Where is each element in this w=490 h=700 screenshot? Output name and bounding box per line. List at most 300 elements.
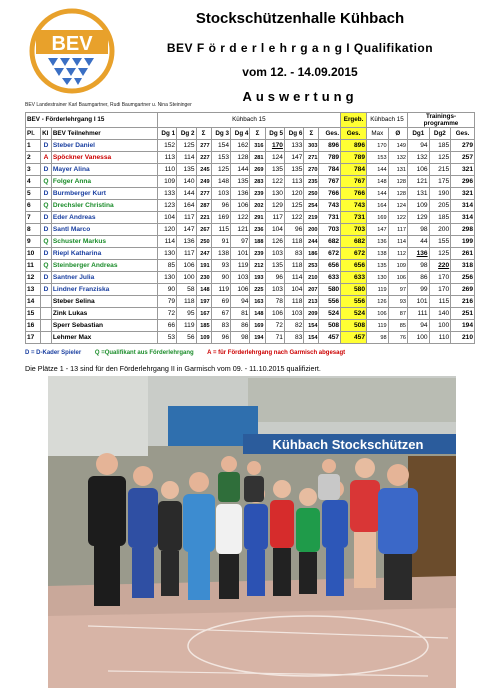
- cell-total: 672: [319, 248, 341, 260]
- cell-value: 170: [265, 140, 284, 152]
- cell-value: 162: [231, 140, 250, 152]
- col-t-dg1: Dg1: [408, 128, 430, 140]
- cell-value: 200: [429, 224, 451, 236]
- cell-place: 17: [26, 332, 41, 344]
- cell-total: 743: [319, 200, 341, 212]
- cell-value: 205: [429, 200, 451, 212]
- cell-value: 154: [211, 140, 230, 152]
- cell-value: 100: [429, 320, 451, 332]
- cell-value: 128: [388, 188, 407, 200]
- cell-total: 784: [319, 164, 341, 176]
- cell-sum: 236: [250, 224, 265, 236]
- cell-value: 58: [177, 284, 196, 296]
- cell-value: 122: [231, 212, 250, 224]
- cell-value: 113: [157, 152, 176, 164]
- cell-training-total: 216: [451, 296, 475, 308]
- cell-sum: 249: [196, 176, 211, 188]
- table-row: [26, 140, 475, 152]
- cell-sum: 277: [196, 188, 211, 200]
- table-group-header: [26, 113, 475, 128]
- cell-class: A: [41, 152, 52, 164]
- cell-value: 97: [231, 236, 250, 248]
- cell-result: 703: [341, 224, 367, 236]
- cell-place: 10: [26, 248, 41, 260]
- col-name: BEV Teilnehmer: [51, 128, 157, 140]
- cell-sum: 212: [250, 260, 265, 272]
- cell-value: 113: [284, 176, 303, 188]
- cell-value: 122: [265, 176, 284, 188]
- cell-place: 11: [26, 260, 41, 272]
- cell-value: 119: [211, 284, 230, 296]
- cell-place: 13: [26, 284, 41, 296]
- cell-value: 164: [177, 200, 196, 212]
- cell-value: 125: [211, 164, 230, 176]
- cell-value: 220: [429, 260, 451, 272]
- col-ges: Ges.: [319, 128, 341, 140]
- cell-value: 98: [408, 260, 430, 272]
- cell-sum: 186: [304, 248, 319, 260]
- cell-total: 896: [319, 140, 341, 152]
- group-kuehbach2: Kühbach 15: [367, 113, 408, 128]
- cell-result: 789: [341, 152, 367, 164]
- cell-value: 85: [157, 260, 176, 272]
- cell-total: 580: [319, 284, 341, 296]
- cell-result: 766: [341, 188, 367, 200]
- cell-value: 103: [211, 188, 230, 200]
- cell-value: 117: [177, 212, 196, 224]
- cell-sum: 277: [196, 140, 211, 152]
- cell-place: 14: [26, 296, 41, 308]
- cell-value: 106: [388, 272, 407, 284]
- cell-class: D: [41, 248, 52, 260]
- cell-place: 12: [26, 272, 41, 284]
- group-training: Trainings-programme: [408, 113, 475, 128]
- cell-value: 44: [408, 236, 430, 248]
- col-dg2: Dg 2: [177, 128, 196, 140]
- cell-value: 98: [367, 332, 389, 344]
- col-max: Max: [367, 128, 389, 140]
- cell-value: 117: [177, 248, 196, 260]
- col-sum3: Σ: [304, 128, 319, 140]
- cell-training-total: 210: [451, 332, 475, 344]
- cell-value: 98: [408, 224, 430, 236]
- table-row: [26, 224, 475, 236]
- cell-value: 118: [284, 236, 303, 248]
- cell-value: 94: [231, 296, 250, 308]
- cell-sum: 247: [196, 248, 211, 260]
- cell-value: 128: [231, 152, 250, 164]
- cell-value: 97: [388, 284, 407, 296]
- cell-value: 155: [429, 236, 451, 248]
- cell-value: 104: [284, 284, 303, 296]
- cell-sum: 303: [304, 140, 319, 152]
- cell-sum: 281: [250, 152, 265, 164]
- cell-value: 110: [157, 164, 176, 176]
- cell-sum: 163: [250, 296, 265, 308]
- bev-logo: [24, 8, 120, 94]
- col-dg1: Dg 1: [157, 128, 176, 140]
- cell-value: 133: [157, 188, 176, 200]
- cell-total: 556: [319, 296, 341, 308]
- qualification-note: Die Plätze 1 - 13 sind für den Förderlehrgang II in Garmisch vom 09. - 11.10.2015 qualifiziert.: [25, 364, 321, 373]
- cell-sum: 267: [196, 224, 211, 236]
- cell-value: 104: [265, 224, 284, 236]
- cell-value: 109: [408, 200, 430, 212]
- cell-class: D: [41, 164, 52, 176]
- cell-value: 132: [408, 152, 430, 164]
- table-row: [26, 248, 475, 260]
- cell-total: 767: [319, 176, 341, 188]
- cell-value: 153: [367, 152, 389, 164]
- cell-name: Zink Lukas: [51, 308, 157, 320]
- cell-value: 106: [231, 284, 250, 296]
- cell-class: D: [41, 212, 52, 224]
- cell-value: 114: [388, 236, 407, 248]
- table-row: [26, 164, 475, 176]
- cell-class: [41, 332, 52, 344]
- cell-value: 118: [177, 296, 196, 308]
- cell-value: 170: [429, 272, 451, 284]
- cell-sum: 239: [250, 188, 265, 200]
- cell-value: 144: [367, 188, 389, 200]
- cell-value: 147: [284, 152, 303, 164]
- cell-value: 96: [265, 272, 284, 284]
- col-avg: Ø: [388, 128, 407, 140]
- cell-sum: 291: [250, 212, 265, 224]
- cell-value: 106: [265, 308, 284, 320]
- cell-value: 110: [429, 332, 451, 344]
- cell-training-total: 318: [451, 260, 475, 272]
- cell-value: 147: [367, 224, 389, 236]
- trainers-line: BEV Landestrainer Karl Baumgartner, Rudi Baumgartner u. Nina Steininger: [25, 102, 192, 108]
- cell-class: [41, 320, 52, 332]
- cell-value: 106: [408, 164, 430, 176]
- cell-value: 164: [367, 200, 389, 212]
- page-title: Stockschützenhalle Kühbach: [195, 10, 405, 27]
- cell-value: 120: [284, 188, 303, 200]
- cell-value: 82: [284, 320, 303, 332]
- legend-a: A = für Förderlehrgang nach Garmisch abgesagt: [207, 350, 346, 356]
- cell-value: 117: [388, 224, 407, 236]
- cell-sum: 167: [196, 308, 211, 320]
- cell-class: D: [41, 140, 52, 152]
- cell-value: 121: [231, 224, 250, 236]
- cell-value: 132: [388, 152, 407, 164]
- cell-value: 114: [177, 152, 196, 164]
- table-row: [26, 308, 475, 320]
- cell-training-total: 261: [451, 248, 475, 260]
- cell-training-total: 296: [451, 176, 475, 188]
- cell-class: [41, 308, 52, 320]
- cell-value: 72: [157, 308, 176, 320]
- cell-value: 71: [265, 332, 284, 344]
- cell-value: 93: [388, 296, 407, 308]
- cell-name: Santl Marco: [51, 224, 157, 236]
- cell-value: 114: [157, 236, 176, 248]
- cell-class: Q: [41, 260, 52, 272]
- cell-sum: 245: [196, 164, 211, 176]
- cell-value: 190: [429, 188, 451, 200]
- cell-value: 103: [284, 308, 303, 320]
- table-row: [26, 296, 475, 308]
- cell-total: 682: [319, 236, 341, 248]
- cell-value: 129: [408, 212, 430, 224]
- cell-value: 93: [211, 260, 230, 272]
- cell-value: 131: [408, 188, 430, 200]
- cell-value: 79: [157, 296, 176, 308]
- cell-place: 8: [26, 224, 41, 236]
- cell-value: 149: [388, 140, 407, 152]
- cell-name: Steber Selina: [51, 296, 157, 308]
- cell-value: 69: [211, 296, 230, 308]
- cell-value: 122: [284, 212, 303, 224]
- cell-value: 106: [177, 260, 196, 272]
- legend-q: Q =Qualifikant aus Förderlehrgang: [94, 350, 194, 356]
- cell-name: Folger Anna: [51, 176, 157, 188]
- cell-sum: 148: [196, 284, 211, 296]
- cell-training-total: 279: [451, 140, 475, 152]
- cell-value: 138: [367, 248, 389, 260]
- cell-value: 126: [367, 296, 389, 308]
- cell-class: D: [41, 224, 52, 236]
- cell-value: 130: [265, 188, 284, 200]
- cell-value: 185: [429, 212, 451, 224]
- cell-sum: 169: [250, 320, 265, 332]
- cell-value: 111: [408, 308, 430, 320]
- cell-value: 78: [265, 296, 284, 308]
- cell-value: 114: [284, 272, 303, 284]
- cell-value: 100: [177, 272, 196, 284]
- cell-value: 135: [231, 176, 250, 188]
- legend: [25, 350, 345, 356]
- cell-value: 169: [211, 212, 230, 224]
- cell-sum: 230: [196, 272, 211, 284]
- table-row: [26, 260, 475, 272]
- cell-value: 81: [231, 308, 250, 320]
- cell-value: 140: [429, 308, 451, 320]
- cell-value: 103: [231, 272, 250, 284]
- cell-place: 1: [26, 140, 41, 152]
- cell-training-total: 257: [451, 152, 475, 164]
- cell-value: 118: [284, 296, 303, 308]
- cell-value: 100: [408, 332, 430, 344]
- cell-value: 117: [265, 212, 284, 224]
- cell-result: 580: [341, 284, 367, 296]
- cell-value: 215: [429, 164, 451, 176]
- cell-name: Burmberger Kurt: [51, 188, 157, 200]
- cell-value: 121: [408, 176, 430, 188]
- group-result: Ergeb.: [341, 113, 367, 128]
- cell-result: 508: [341, 320, 367, 332]
- cell-value: 72: [265, 320, 284, 332]
- cell-place: 16: [26, 320, 41, 332]
- cell-total: 656: [319, 260, 341, 272]
- table-row: [26, 272, 475, 284]
- cell-value: 124: [265, 152, 284, 164]
- cell-value: 153: [211, 152, 230, 164]
- cell-value: 129: [265, 200, 284, 212]
- cell-value: 147: [177, 224, 196, 236]
- cell-value: 115: [211, 224, 230, 236]
- cell-sum: 244: [304, 236, 319, 248]
- cell-name: Spöckner Vanessa: [51, 152, 157, 164]
- col-sum2: Σ: [250, 128, 265, 140]
- cell-value: 148: [367, 176, 389, 188]
- cell-result: 784: [341, 164, 367, 176]
- cell-training-total: 194: [451, 320, 475, 332]
- col-sum1: Σ: [196, 128, 211, 140]
- cell-result: 767: [341, 176, 367, 188]
- cell-value: 136: [367, 236, 389, 248]
- cell-sum: 283: [250, 176, 265, 188]
- cell-value: 133: [284, 140, 303, 152]
- cell-value: 83: [211, 320, 230, 332]
- evaluation-heading: Auswertung: [242, 89, 358, 104]
- cell-training-total: 298: [451, 224, 475, 236]
- cell-result: 656: [341, 260, 367, 272]
- cell-sum: 200: [304, 224, 319, 236]
- bev-logo-text: BEV: [51, 33, 93, 55]
- cell-value: 175: [429, 176, 451, 188]
- cell-name: Eder Andreas: [51, 212, 157, 224]
- col-t-dg2: Dg2: [429, 128, 451, 140]
- photo-banner-text: Kühbach Stockschützen: [272, 437, 424, 452]
- cell-value: 119: [367, 320, 389, 332]
- cell-sum: 270: [304, 164, 319, 176]
- cell-value: 135: [177, 164, 196, 176]
- cell-result: 457: [341, 332, 367, 344]
- cell-place: 4: [26, 176, 41, 188]
- cell-place: 3: [26, 164, 41, 176]
- col-dg5: Dg 5: [265, 128, 284, 140]
- cell-value: 123: [157, 200, 176, 212]
- cell-sum: 202: [250, 200, 265, 212]
- cell-value: 56: [177, 332, 196, 344]
- cell-value: 90: [211, 272, 230, 284]
- table-row: [26, 176, 475, 188]
- cell-value: 119: [177, 320, 196, 332]
- col-dg6: Dg 6: [284, 128, 303, 140]
- cell-class: Q: [41, 236, 52, 248]
- col-t-ges: Ges.: [451, 128, 475, 140]
- cell-sum: 250: [304, 188, 319, 200]
- cell-place: 9: [26, 236, 41, 248]
- cell-value: 109: [388, 260, 407, 272]
- cell-result: 633: [341, 272, 367, 284]
- cell-value: 98: [231, 332, 250, 344]
- cell-name: Steber Daniel: [51, 140, 157, 152]
- cell-sum: 213: [304, 296, 319, 308]
- cell-result: 743: [341, 200, 367, 212]
- cell-value: 119: [231, 260, 250, 272]
- cell-class: Q: [41, 176, 52, 188]
- cell-sum: 193: [250, 272, 265, 284]
- cell-value: 128: [388, 176, 407, 188]
- cell-value: 83: [284, 248, 303, 260]
- cell-class: D: [41, 284, 52, 296]
- table-row: [26, 188, 475, 200]
- event-dates: vom 12. - 14.09.2015: [242, 65, 358, 79]
- cell-value: 118: [284, 260, 303, 272]
- results-body: [26, 140, 475, 344]
- cell-total: 789: [319, 152, 341, 164]
- cell-value: 76: [388, 332, 407, 344]
- cell-value: 130: [157, 272, 176, 284]
- cell-sum: 269: [250, 164, 265, 176]
- cell-value: 91: [211, 236, 230, 248]
- cell-value: 144: [231, 164, 250, 176]
- cell-result: 524: [341, 308, 367, 320]
- cell-value: 124: [388, 200, 407, 212]
- col-ges-result: Ges.: [341, 128, 367, 140]
- cell-value: 83: [284, 332, 303, 344]
- col-dg4: Dg 4: [231, 128, 250, 140]
- cell-value: 106: [231, 200, 250, 212]
- cell-place: 7: [26, 212, 41, 224]
- cell-value: 125: [284, 200, 303, 212]
- cell-sum: 250: [196, 236, 211, 248]
- cell-training-total: 321: [451, 164, 475, 176]
- cell-sum: 227: [196, 152, 211, 164]
- cell-value: 131: [388, 164, 407, 176]
- cell-result: 672: [341, 248, 367, 260]
- cell-sum: 287: [196, 200, 211, 212]
- cell-value: 148: [211, 176, 230, 188]
- cell-class: [41, 296, 52, 308]
- cell-value: 115: [429, 296, 451, 308]
- table-row: [26, 200, 475, 212]
- cell-value: 130: [157, 248, 176, 260]
- cell-result: 556: [341, 296, 367, 308]
- cell-value: 185: [429, 140, 451, 152]
- table-row: [26, 284, 475, 296]
- cell-value: 86: [408, 272, 430, 284]
- cell-value: 87: [388, 308, 407, 320]
- cell-sum: 219: [304, 212, 319, 224]
- cell-value: 125: [177, 140, 196, 152]
- cell-total: 633: [319, 272, 341, 284]
- cell-sum: 225: [250, 284, 265, 296]
- cell-value: 126: [265, 236, 284, 248]
- cell-value: 103: [265, 284, 284, 296]
- cell-value: 152: [157, 140, 176, 152]
- cell-class: D: [41, 272, 52, 284]
- cell-result: 731: [341, 212, 367, 224]
- cell-class: Q: [41, 200, 52, 212]
- cell-sum: 154: [304, 332, 319, 344]
- cell-value: 144: [177, 188, 196, 200]
- cell-sum: 253: [304, 260, 319, 272]
- cell-value: 67: [211, 308, 230, 320]
- cell-sum: 109: [196, 332, 211, 344]
- cell-value: 104: [157, 212, 176, 224]
- cell-value: 101: [408, 296, 430, 308]
- table-row: [26, 332, 475, 344]
- cell-value: 112: [388, 248, 407, 260]
- cell-value: 96: [211, 332, 230, 344]
- table-row: [26, 152, 475, 164]
- cell-value: 136: [177, 236, 196, 248]
- cell-sum: 221: [196, 212, 211, 224]
- cell-name: Sperr Sebastian: [51, 320, 157, 332]
- cell-name: Drechsler Christina: [51, 200, 157, 212]
- cell-sum: 185: [196, 320, 211, 332]
- cell-sum: 210: [304, 272, 319, 284]
- results-table: [25, 112, 475, 344]
- cell-value: 135: [265, 164, 284, 176]
- cell-sum: 271: [304, 152, 319, 164]
- cell-sum: 239: [250, 248, 265, 260]
